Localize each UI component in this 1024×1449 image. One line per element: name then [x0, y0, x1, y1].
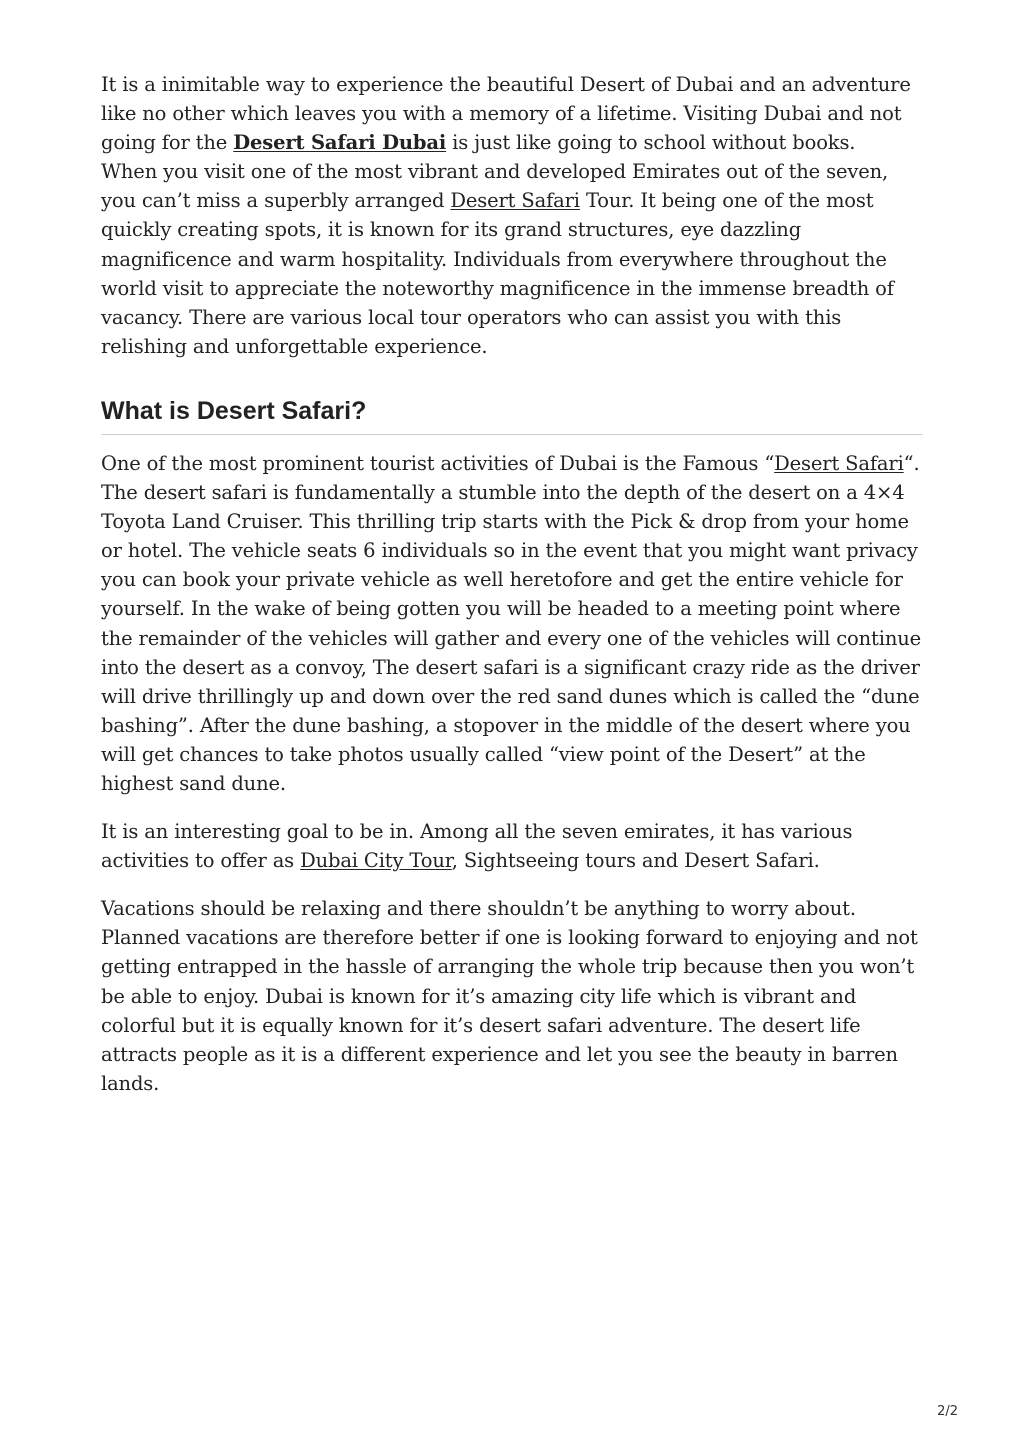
section-text: “. The desert safari is fundamentally a stumble into the depth of the desert on a 4×4 Toyota Land Cruiser. This thrilling trip starts with the Pick & drop from your home or hotel. The vehicle seats 6 individuals so in the event that you might want privacy you can book your private vehicle as well heretofore and get the entire vehicle for yourself. In the wake of being gotten you will be headed to a meeting point where the remainder of the vehicles will gather and every one of the vehicles will continue into the desert as a convoy, The desert safari is a significant crazy ride as the driver will drive thrillingly up and down over the red sand dunes which is called the “dune bashing”. After the dune bashing, a stopover in the middle of the desert where you will get chances to take photos usually called “view point of the Desert” at the highest sand dune.: [101, 451, 922, 795]
section-text: One of the most prominent tourist activities of Dubai is the Famous “: [101, 451, 775, 475]
desert-safari-link[interactable]: Desert Safari: [450, 189, 580, 213]
section-paragraph-1: [101, 449, 923, 798]
desert-safari-dubai-link[interactable]: Desert Safari Dubai: [233, 131, 447, 155]
dubai-city-tour-link[interactable]: Dubai City Tour: [300, 849, 452, 873]
section-text: It is an interesting goal to be in. Among all the seven emirates, it has various activities to offer as: [101, 820, 853, 873]
intro-text: Tour. It being one of the most quickly creating spots, it is known for its grand structures, eye dazzling magnificence and warm hospitality. Individuals from everywhere throughout the world visit to appreciate the noteworthy magnificence in the immense breadth of vacancy. There are various local tour operators who can assist you with this relishing and unforgettable experience.: [101, 189, 894, 358]
intro-text: It is a inimitable way to experience the beautiful Desert of Dubai and an adventure like no other which leaves you with a memory of a lifetime. Visiting Dubai and not going for the: [101, 73, 911, 155]
section-heading: What is Desert Safari?: [101, 396, 923, 435]
page-number: 2/2: [937, 1404, 958, 1419]
section-paragraph-2: [101, 817, 923, 875]
intro-text: When you visit one of the most vibrant and developed Emirates out of the seven, you can’t miss a superbly arranged: [101, 160, 889, 213]
desert-safari-link[interactable]: Desert Safari: [774, 451, 904, 475]
document-page: [101, 70, 923, 1098]
intro-text: is just like going to school without books.: [446, 131, 856, 155]
intro-paragraph-2: [101, 157, 923, 361]
intro-paragraph-1: [101, 70, 923, 157]
section-paragraph-3: Vacations should be relaxing and there shouldn’t be anything to worry about. Planned vacations are therefore better if one is looking forward to enjoying and not getting entrapped in the hassle of arranging the whole trip because then you won’t be able to enjoy. Dubai is known for it’s amazing city life which is vibrant and colorful but it is equally known for it’s desert safari adventure. The desert life attracts people as it is a different experience and let you see the beauty in barren lands.: [101, 897, 918, 1095]
section-text: , Sightseeing tours and Desert Safari.: [451, 849, 820, 873]
